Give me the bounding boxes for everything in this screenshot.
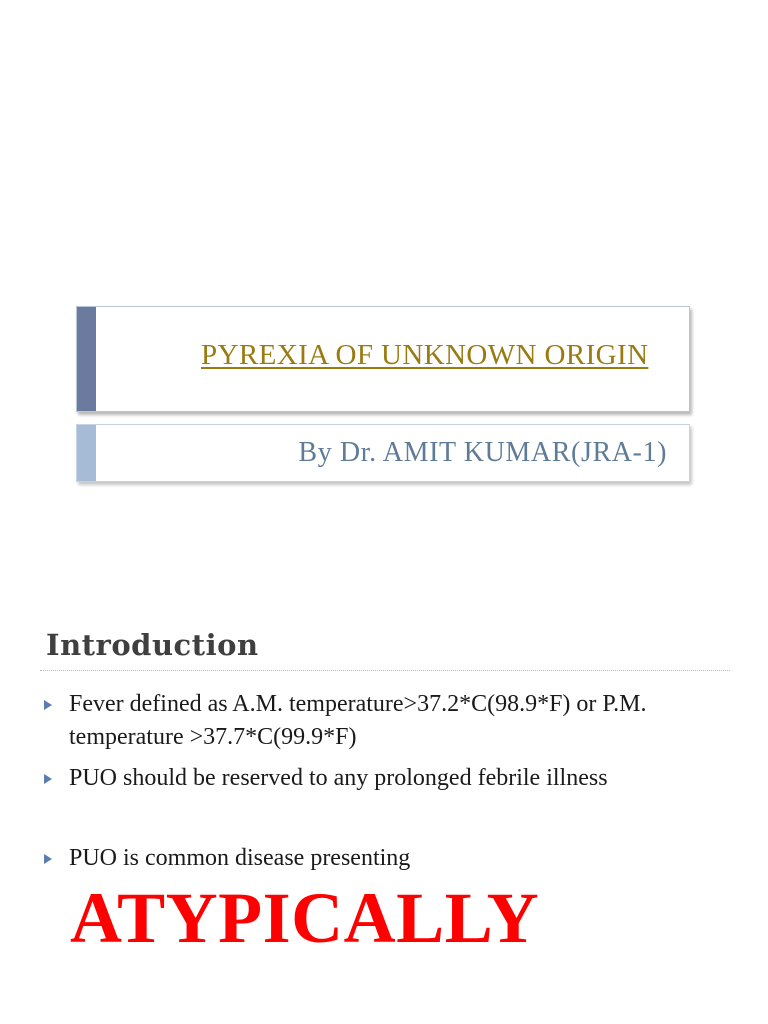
bullet-item (44, 688, 744, 754)
subtitle-placeholder (76, 424, 690, 482)
title-accent-bar (77, 307, 96, 411)
subtitle-accent-bar (77, 425, 96, 481)
bullet-item (44, 762, 744, 795)
bullet-arrow-icon (44, 854, 52, 864)
slide-heading: Introduction (46, 628, 259, 662)
bullet-text: PUO is common disease presenting (69, 845, 411, 871)
bullet-text: PUO should be reserved to any prolonged febrile illness (69, 765, 608, 791)
bullet-item (44, 842, 744, 875)
title-placeholder (76, 306, 690, 412)
emphasis-text: ATYPICALLY (70, 878, 540, 958)
bullet-text: Fever defined as A.M. temperature>37.2*C(98.9*F) or P.M. temperature >37.7*C(99.9*F) (69, 691, 647, 750)
heading-divider (40, 670, 730, 671)
presentation-title: PYREXIA OF UNKNOWN ORIGIN (201, 339, 649, 371)
bullet-arrow-icon (44, 774, 52, 784)
bullet-arrow-icon (44, 700, 52, 710)
introduction-slide (0, 576, 768, 1024)
presentation-subtitle: By Dr. AMIT KUMAR(JRA-1) (298, 437, 667, 468)
